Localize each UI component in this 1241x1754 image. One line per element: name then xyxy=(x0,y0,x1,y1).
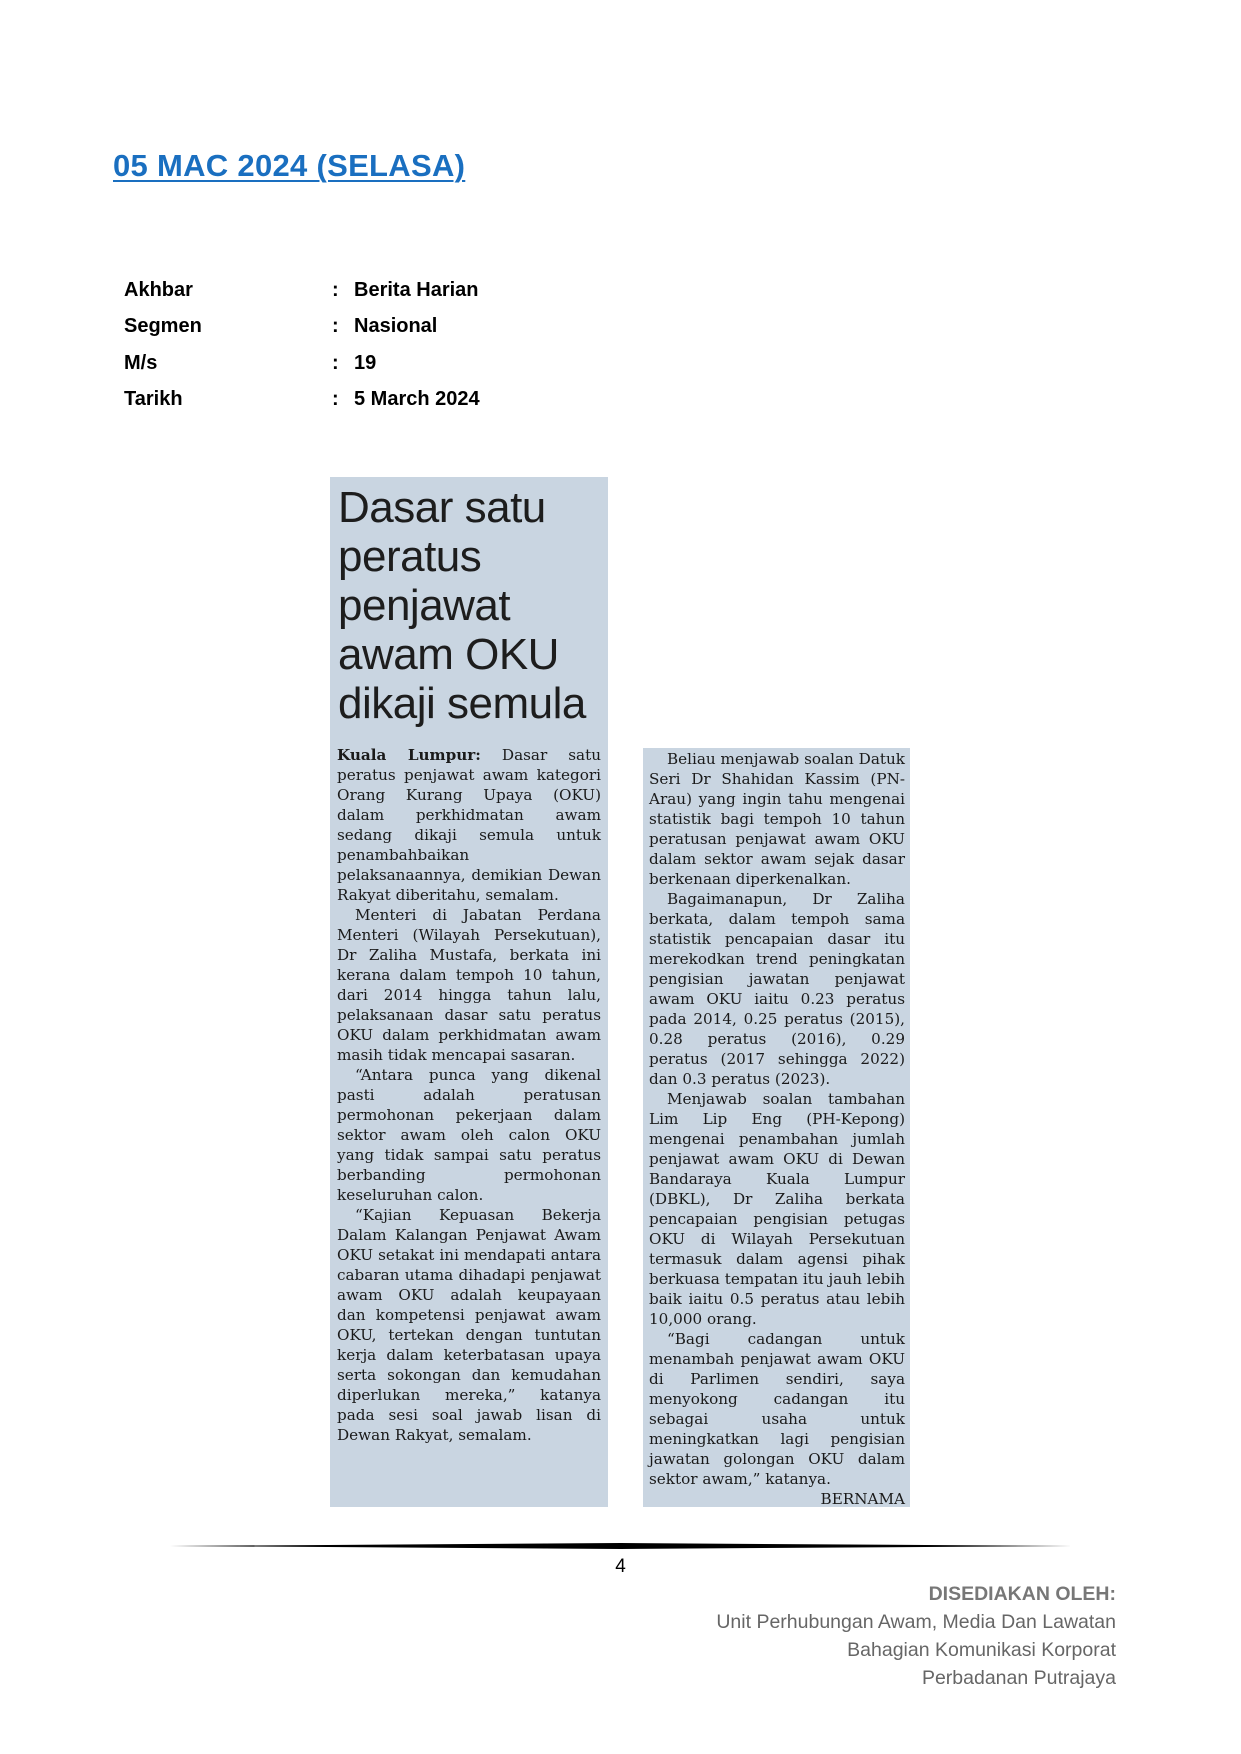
article-paragraph: Menjawab soalan tambahan Lim Lip Eng (PH-Kepong) mengenai penambahan jumlah penjawat awam OKU di Dewan Bandaraya Kuala Lumpur (DBKL), Dr Zaliha berkata pencapaian pengisian petugas OKU di Wilayah Persekutuan termasuk dalam agensi pihak berkuasa tempatan itu jauh lebih baik iaitu 0.5 peratus atau lebih 10,000 orang. xyxy=(649,1090,905,1328)
footer-line-division: Bahagian Komunikasi Korporat xyxy=(847,1639,1116,1661)
page-number: 4 xyxy=(615,1556,626,1577)
meta-row-page xyxy=(124,345,480,382)
meta-separator: : xyxy=(332,278,339,301)
article-paragraph: Bagaimanapun, Dr Zaliha berkata, dalam tempoh sama statistik pencapaian dasar itu merekodkan trend peningkatan pengisian jawatan penjawat awam OKU iaitu 0.23 peratus pada 2014, 0.25 peratus (2015), 0.28 peratus (2016), 0.29 peratus (2017 sehingga 2022) dan 0.3 peratus (2023). xyxy=(649,890,905,1088)
news-clipping-left xyxy=(330,477,608,1507)
article-paragraph-text: “Bagi cadangan untuk menambah penjawat awam OKU di Parlimen sendiri, saya menyokong cadangan itu sebagai usaha untuk meningkatkan lagi pengisian jawatan golongan OKU dalam sektor awam,” katanya. xyxy=(649,1330,905,1488)
article-paragraph: “Antara punca yang dikenal pasti adalah peratusan permohonan pekerjaan dalam sektor awam oleh calon OKU yang tidak sampai satu peratus berbanding permohonan keseluruhan calon. xyxy=(337,1066,601,1204)
meta-label: Segmen xyxy=(124,315,202,338)
article-paragraph xyxy=(649,1329,905,1508)
prepared-by-footer xyxy=(716,1580,1116,1692)
footer-line-unit: Unit Perhubungan Awam, Media Dan Lawatan xyxy=(716,1611,1116,1633)
article-meta-table xyxy=(124,272,480,418)
footer-divider xyxy=(170,1543,1072,1549)
article-dateline: Kuala Lumpur: xyxy=(337,746,481,764)
meta-separator: : xyxy=(332,351,339,374)
meta-row-segment xyxy=(124,309,480,346)
news-clipping-right xyxy=(643,748,910,1507)
article-column-2 xyxy=(649,749,905,1509)
footer-title: DISEDIAKAN OLEH: xyxy=(928,1583,1116,1605)
article-paragraph: “Kajian Kepuasan Bekerja Dalam Kalangan Penjawat Awam OKU setakat ini mendapati antara cabaran utama dihadapi penjawat awam OKU adalah keupayaan dan kompetensi penjawat awam OKU, tertekan dengan tuntutan kerja dalam keterbatasan upaya serta sokongan dan kemudahan diperlukan mereka,” katanya pada sesi soal jawab lisan di Dewan Rakyat, semalam. xyxy=(337,1206,601,1444)
meta-row-newspaper xyxy=(124,272,480,309)
meta-row-date xyxy=(124,382,480,419)
meta-label: Tarikh xyxy=(124,388,183,411)
meta-value: Berita Harian xyxy=(354,278,479,301)
date-heading: 05 MAC 2024 (SELASA) xyxy=(113,148,466,183)
meta-value: Nasional xyxy=(354,315,438,338)
footer-line-organization: Perbadanan Putrajaya xyxy=(921,1667,1116,1689)
meta-label: Akhbar xyxy=(124,278,193,301)
article-paragraph-text: Dasar satu peratus penjawat awam kategori Orang Kurang Upaya (OKU) dalam perkhidmatan awam sedang dikaji semula untuk penambahbaikan pelaksanaannya, demikian Dewan Rakyat diberitahu, semalam. xyxy=(337,746,601,904)
article-paragraph: Beliau menjawab soalan Datuk Seri Dr Shahidan Kassim (PN-Arau) yang ingin tahu mengenai statistik bagi tempoh 10 tahun peratusan penjawat awam OKU dalam sektor awam sejak dasar berkenaan diperkenalkan. xyxy=(649,750,905,888)
article-column-1 xyxy=(337,745,601,1445)
article-headline: Dasar satu peratus penjawat awam OKU dikaji semula xyxy=(338,483,586,728)
meta-value: 5 March 2024 xyxy=(354,388,480,411)
meta-separator: : xyxy=(332,388,339,411)
meta-label: M/s xyxy=(124,351,158,374)
article-paragraph: Menteri di Jabatan Perdana Menteri (Wilayah Persekutuan), Dr Zaliha Mustafa, berkata ini kerana dalam tempoh 10 tahun, dari 2014 hingga tahun lalu, pelaksanaan dasar satu peratus OKU dalam perkhidmatan awam masih tidak mencapai sasaran. xyxy=(337,906,601,1064)
article-paragraph xyxy=(337,745,601,905)
meta-separator: : xyxy=(332,315,339,338)
meta-value: 19 xyxy=(354,351,377,374)
article-byline: BERNAMA xyxy=(820,1490,905,1508)
